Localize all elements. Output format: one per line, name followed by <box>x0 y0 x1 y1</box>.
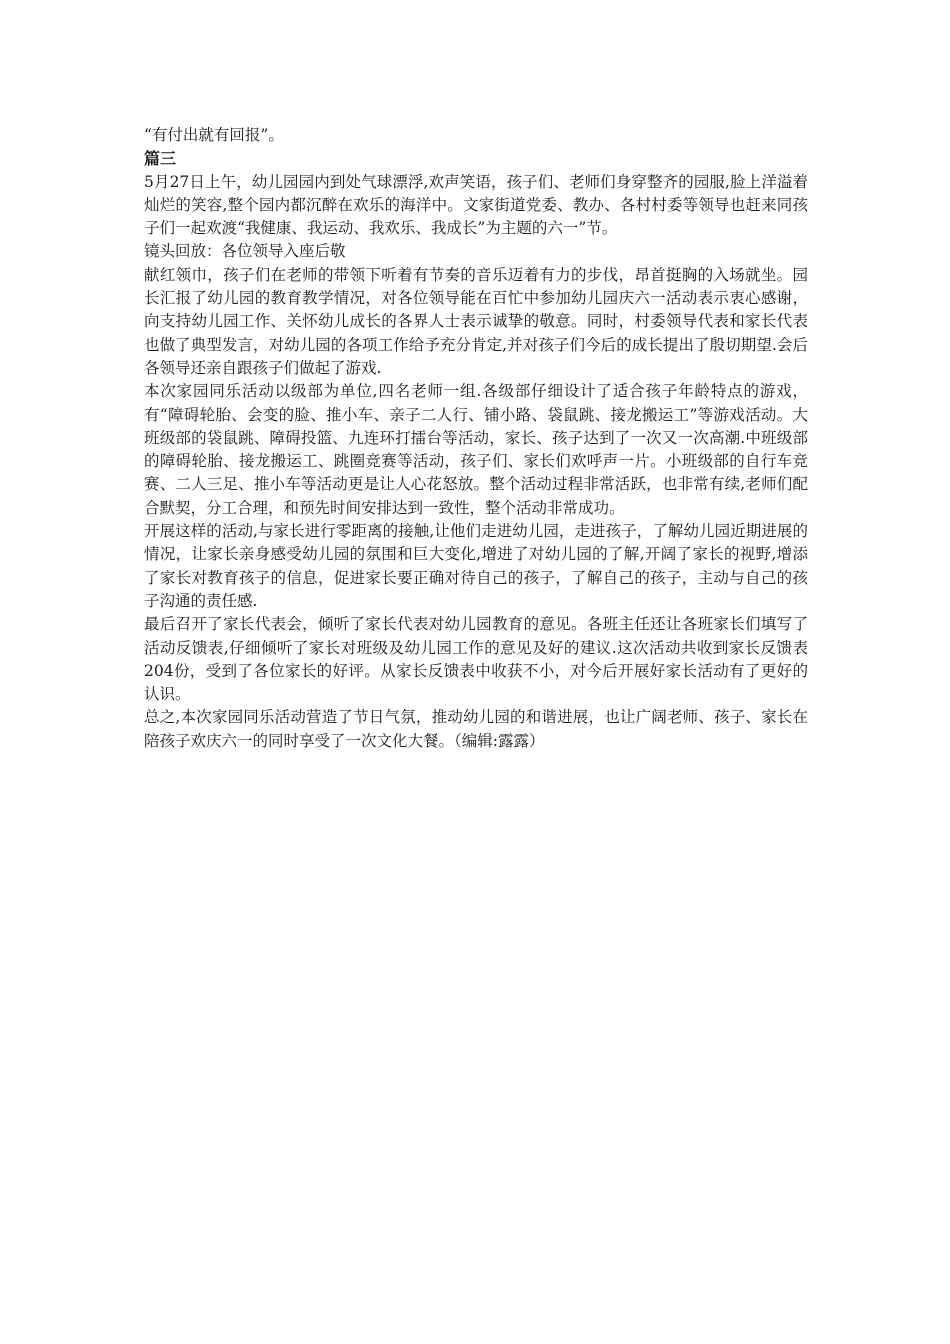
paragraph-parent-meeting: 最后召开了家长代表会，倾听了家长代表对幼儿园教育的意见。各班主任还让各班家长们填写了活动反馈表,仔细倾听了家长对班级及幼儿园工作的意见及好的建议.这次活动共收到家长反馈表204份，受到了各位家长的好评。从家长反馈表中收获不小，对今后开展好家长活动有了更好的认识。 <box>144 615 808 704</box>
paragraph-ceremony: 献红领巾，孩子们在老师的带领下听着有节奏的音乐迈着有力的步伐，昂首挺胸的入场就坐。园长汇报了幼儿园的教育教学情况，对各位领导能在百忙中参加幼儿园庆六一活动表示衷心感谢，向支持幼儿园工作、关怀幼儿成长的各界人士表示诚挚的敬意。同时，村委领导代表和家长代表也做了典型发言，对幼儿园的各项工作给予充分肯定,并对孩子们今后的成长提出了殷切期望.会后各领导还亲自跟孩子们做起了游戏. <box>144 265 808 377</box>
paragraph-conclusion: 总之,本次家园同乐活动营造了节日气氛，推动幼儿园的和谐进展，也让广阔老师、孩子、家长在陪孩子欢庆六一的同时享受了一次文化大餐。（编辑:露露） <box>144 708 808 750</box>
document-body <box>144 124 808 753</box>
section-heading: 篇三 <box>144 149 177 169</box>
paragraph-flashback: 镜头回放：各位领导入座后敬 <box>144 242 346 261</box>
paragraph-activities: 本次家园同乐活动以级部为单位,四名老师一组.各级部仔细设计了适合孩子年龄特点的游戏，有“障碍轮胎、会变的脸、推小车、亲子二人行、铺小路、袋鼠跳、接龙搬运工”等游戏活动。大班级部的袋鼠跳、障碍投篮、九连环打擂台等活动，家长、孩子达到了一次又一次高潮.中班级部的障碍轮胎、接龙搬运工、跳圈竞赛等活动，孩子们、家长们欢呼声一片。小班级部的自行车竞赛、二人三足、推小车等活动更是让人心花怒放。整个活动过程非常活跃，也非常有续,老师们配合默契，分工合理，和预先时间安排达到一致性，整个活动非常成功。 <box>144 382 808 517</box>
paragraph-significance: 开展这样的活动,与家长进行零距离的接触,让他们走进幼儿园，走进孩子，了解幼儿园近期进展的情况，让家长亲身感受幼儿园的氛围和巨大变化,增进了对幼儿园的了解,开阔了家长的视野,增添了家长对教育孩子的信息，促进家长要正确对待自己的孩子，了解自己的孩子，主动与自己的孩子沟通的责任感. <box>144 522 808 610</box>
lead-line: “有付出就有回报”。 <box>144 126 284 144</box>
paragraph-opening: 5月27日上午，幼儿园园内到处气球漂浮,欢声笑语，孩子们、老师们身穿整齐的园服,脸上洋溢着灿烂的笑容,整个园内都沉醉在欢乐的海洋中。文家街道党委、教办、各村村委等领导也赶来同孩子们一起欢渡“我健康、我运动、我欢乐、我成长”为主题的六一”节。 <box>144 172 808 238</box>
